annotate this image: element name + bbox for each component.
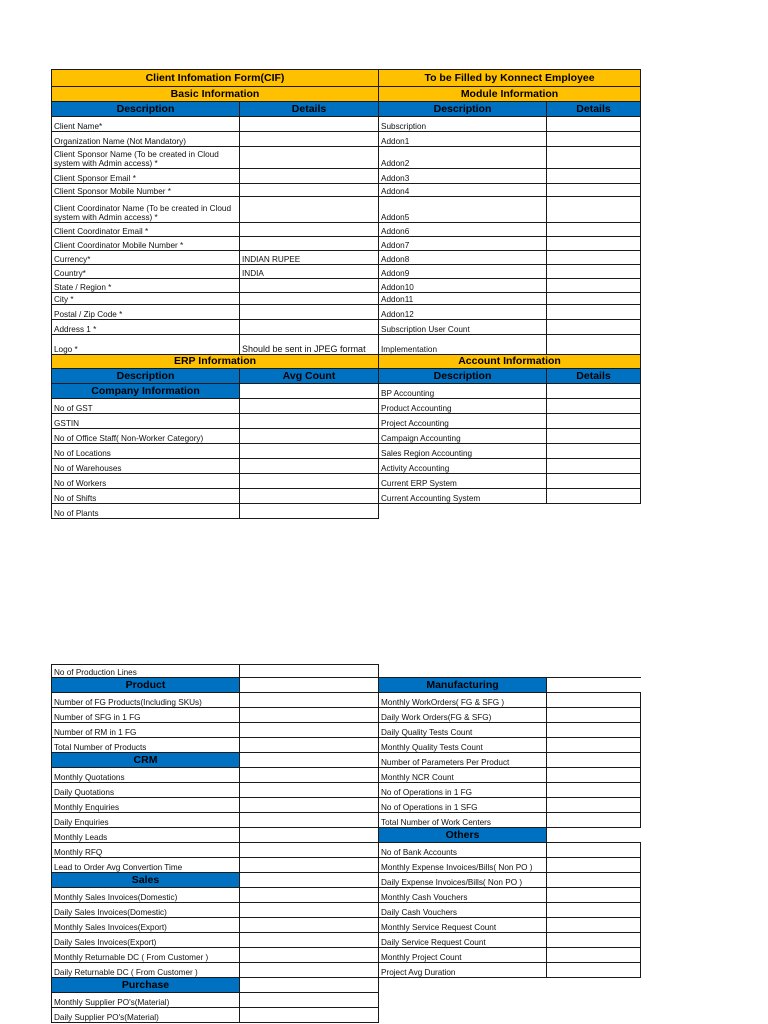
- purchase-field-label: Daily Supplier PO's(Material): [52, 1008, 240, 1023]
- crm-field-label: Lead to Order Avg Convertion Time: [52, 858, 240, 873]
- product-field-label: Number of SFG in 1 FG: [52, 708, 240, 723]
- sales-field-label: Daily Returnable DC ( From Customer ): [52, 963, 240, 978]
- module-field-label: Addon10: [379, 279, 547, 293]
- count-value-cell[interactable]: [240, 963, 379, 978]
- basic-field-value[interactable]: [240, 305, 379, 320]
- manufacturing-field-label: Number of Parameters Per Product: [379, 753, 547, 768]
- count-value-cell[interactable]: [240, 813, 379, 828]
- table-row: [52, 843, 641, 858]
- basic-field-label: Organization Name (Not Mandatory): [52, 132, 240, 147]
- count-value-cell[interactable]: [240, 768, 379, 783]
- module-field-label: Addon11: [379, 293, 547, 305]
- basic-information-header: Basic Information: [52, 87, 379, 102]
- basic-field-value[interactable]: [240, 279, 379, 293]
- module-field-label: Implementation: [379, 335, 547, 355]
- table-row: [52, 369, 641, 384]
- table-row: [52, 251, 641, 265]
- others-field-label: Monthly Cash Vouchers: [379, 888, 547, 903]
- company-field-label: No of Warehouses: [52, 459, 240, 474]
- basic-field-label: Country*: [52, 265, 240, 279]
- empty-cell: [547, 1008, 641, 1023]
- sales-field-label: Monthly Returnable DC ( From Customer ): [52, 948, 240, 963]
- account-description-header: Description: [379, 369, 547, 384]
- account-field-label: Campaign Accounting: [379, 429, 547, 444]
- count-value-cell[interactable]: [240, 993, 379, 1008]
- table-row: [52, 237, 641, 251]
- crm-field-label: Daily Quotations: [52, 783, 240, 798]
- module-field-value[interactable]: [547, 265, 641, 279]
- manufacturing-field-label: Monthly WorkOrders( FG & SFG ): [379, 693, 547, 708]
- erp-description-header: Description: [52, 369, 240, 384]
- module-field-value[interactable]: [547, 251, 641, 265]
- module-field-label: Addon4: [379, 184, 547, 197]
- section-value-cell[interactable]: [240, 753, 379, 768]
- empty-cell: [547, 504, 641, 519]
- table-row: [52, 753, 641, 768]
- purchase-field-label: Monthly Supplier PO's(Material): [52, 993, 240, 1008]
- basic-field-value[interactable]: [240, 147, 379, 169]
- table-row: [52, 414, 641, 429]
- operations-volume-table: [51, 664, 641, 1023]
- count-value-cell[interactable]: [240, 858, 379, 873]
- count-value-cell[interactable]: [240, 888, 379, 903]
- table-row: [52, 504, 641, 519]
- account-field-value[interactable]: [547, 444, 641, 459]
- module-field-label: Addon12: [379, 305, 547, 320]
- table-row: [52, 963, 641, 978]
- company-field-value[interactable]: [240, 429, 379, 444]
- table-row: [52, 993, 641, 1008]
- company-field-value[interactable]: [240, 474, 379, 489]
- basic-field-value[interactable]: [240, 169, 379, 184]
- table-row: [52, 444, 641, 459]
- sales-field-label: Daily Sales Invoices(Domestic): [52, 903, 240, 918]
- section-value-cell[interactable]: [547, 678, 641, 693]
- module-field-label: Addon9: [379, 265, 547, 279]
- count-value-cell[interactable]: [547, 723, 641, 738]
- table-row: [52, 873, 641, 888]
- count-value-cell[interactable]: [240, 843, 379, 858]
- others-field-label: Daily Expense Invoices/Bills( Non PO ): [379, 873, 547, 888]
- basic-field-label: Currency*: [52, 251, 240, 265]
- table-row: [52, 265, 641, 279]
- table-row: [52, 384, 641, 399]
- company-field-label: No of Plants: [52, 504, 240, 519]
- module-field-label: Addon6: [379, 223, 547, 237]
- count-value-cell[interactable]: [240, 738, 379, 753]
- empty-cell: [379, 993, 547, 1008]
- table-row: [52, 783, 641, 798]
- count-value-cell[interactable]: [240, 783, 379, 798]
- account-field-value[interactable]: [547, 384, 641, 399]
- table-row: [52, 708, 641, 723]
- company-field-label: No of GST: [52, 399, 240, 414]
- count-value-cell[interactable]: [240, 665, 379, 678]
- basic-field-value[interactable]: [240, 117, 379, 132]
- company-field-label: GSTIN: [52, 414, 240, 429]
- table-row: [52, 858, 641, 873]
- manufacturing-section-header: Manufacturing: [379, 678, 547, 693]
- count-value-cell[interactable]: [240, 1008, 379, 1023]
- table-row: [52, 723, 641, 738]
- basic-field-label: Client Coordinator Email *: [52, 223, 240, 237]
- module-field-value[interactable]: [547, 320, 641, 335]
- basic-field-value[interactable]: [240, 197, 379, 223]
- company-field-label: No of Shifts: [52, 489, 240, 504]
- module-field-value[interactable]: [547, 237, 641, 251]
- count-value-cell[interactable]: [240, 723, 379, 738]
- module-field-value[interactable]: [547, 305, 641, 320]
- others-section-header: Others: [379, 828, 547, 843]
- form-title: Client Infomation Form(CIF): [52, 70, 379, 87]
- module-field-label: Addon1: [379, 132, 547, 147]
- basic-description-header: Description: [52, 102, 240, 117]
- table-row: [52, 978, 641, 993]
- sales-field-label: Monthly Sales Invoices(Domestic): [52, 888, 240, 903]
- company-field-value[interactable]: [240, 414, 379, 429]
- table-row: [52, 933, 641, 948]
- basic-field-label: Client Sponsor Mobile Number *: [52, 184, 240, 197]
- module-field-value[interactable]: [547, 293, 641, 305]
- crm-field-label: Monthly Leads: [52, 828, 240, 843]
- module-details-header: Details: [547, 102, 641, 117]
- basic-field-value[interactable]: [240, 132, 379, 147]
- table-row: [52, 693, 641, 708]
- others-field-label: Monthly Service Request Count: [379, 918, 547, 933]
- empty-cell: [379, 1008, 547, 1023]
- manufacturing-field-label: Monthly NCR Count: [379, 768, 547, 783]
- company-field-value[interactable]: [240, 489, 379, 504]
- module-field-value[interactable]: [547, 279, 641, 293]
- table-row: [52, 335, 641, 355]
- module-field-value[interactable]: [547, 223, 641, 237]
- module-field-value[interactable]: [547, 184, 641, 197]
- table-row: [52, 888, 641, 903]
- account-field-value[interactable]: [547, 414, 641, 429]
- product-field-label: Number of RM in 1 FG: [52, 723, 240, 738]
- count-value-cell[interactable]: [547, 948, 641, 963]
- basic-field-value[interactable]: INDIAN RUPEE: [240, 251, 379, 265]
- count-value-cell[interactable]: [547, 753, 641, 768]
- count-value-cell[interactable]: [547, 768, 641, 783]
- client-information-table: [51, 69, 641, 519]
- account-field-label: Current ERP System: [379, 474, 547, 489]
- count-value-cell[interactable]: [240, 903, 379, 918]
- module-field-label: Subscription: [379, 117, 547, 132]
- manufacturing-field-label: No of Operations in 1 SFG: [379, 798, 547, 813]
- basic-field-label: Client Coordinator Mobile Number *: [52, 237, 240, 251]
- section-value-cell[interactable]: [240, 678, 379, 693]
- table-row: [52, 798, 641, 813]
- basic-field-label: Client Coordinator Name (To be created in Cloud system with Admin access) *: [52, 197, 240, 223]
- others-field-label: Daily Service Request Count: [379, 933, 547, 948]
- count-value-cell[interactable]: [547, 873, 641, 888]
- sales-field-label: Monthly Sales Invoices(Export): [52, 918, 240, 933]
- crm-field-label: Monthly RFQ: [52, 843, 240, 858]
- table-row: [52, 738, 641, 753]
- module-field-label: Addon2: [379, 147, 547, 169]
- account-field-label: BP Accounting: [379, 384, 547, 399]
- manufacturing-field-label: Daily Quality Tests Count: [379, 723, 547, 738]
- basic-field-value[interactable]: INDIA: [240, 265, 379, 279]
- company-count-cell[interactable]: [240, 384, 379, 399]
- table-row: [52, 355, 641, 369]
- module-information-header: Module Information: [379, 87, 641, 102]
- account-field-value[interactable]: [547, 474, 641, 489]
- table-row: [52, 305, 641, 320]
- manufacturing-field-label: Monthly Quality Tests Count: [379, 738, 547, 753]
- manufacturing-field-label: Daily Work Orders(FG & SFG): [379, 708, 547, 723]
- module-field-label: Addon7: [379, 237, 547, 251]
- table-row: [52, 429, 641, 444]
- count-value-cell[interactable]: [547, 858, 641, 873]
- basic-field-value[interactable]: [240, 293, 379, 305]
- konnect-employee-title: To be Filled by Konnect Employee: [379, 70, 641, 87]
- table-row: [52, 117, 641, 132]
- account-field-label: Sales Region Accounting: [379, 444, 547, 459]
- table-row: [52, 768, 641, 783]
- basic-field-value[interactable]: Should be sent in JPEG format: [240, 335, 379, 355]
- count-value-cell[interactable]: [547, 933, 641, 948]
- table-row: [52, 279, 641, 293]
- section-value-cell[interactable]: [240, 978, 379, 993]
- count-value-cell[interactable]: [240, 828, 379, 843]
- count-value-cell[interactable]: [547, 693, 641, 708]
- count-value-cell[interactable]: [547, 813, 641, 828]
- count-value-cell[interactable]: [547, 798, 641, 813]
- table-row: [52, 918, 641, 933]
- module-description-header: Description: [379, 102, 547, 117]
- account-field-label: Current Accounting System: [379, 489, 547, 504]
- company-field-label: No of Workers: [52, 474, 240, 489]
- table-row: [52, 948, 641, 963]
- company-field-label: No of Office Staff( Non-Worker Category): [52, 429, 240, 444]
- table-row: [52, 293, 641, 305]
- crm-field-label: Monthly Quotations: [52, 768, 240, 783]
- table-row: [52, 489, 641, 504]
- module-field-value[interactable]: [547, 147, 641, 169]
- table-row: [52, 223, 641, 237]
- basic-field-label: State / Region *: [52, 279, 240, 293]
- manufacturing-field-label: No of Operations in 1 FG: [379, 783, 547, 798]
- others-field-label: Project Avg Duration: [379, 963, 547, 978]
- module-field-label: Addon8: [379, 251, 547, 265]
- account-field-label: Project Accounting: [379, 414, 547, 429]
- section-value-cell[interactable]: [547, 828, 641, 843]
- crm-field-label: Daily Enquiries: [52, 813, 240, 828]
- count-value-cell[interactable]: [547, 903, 641, 918]
- account-details-header: Details: [547, 369, 641, 384]
- erp-avg-count-header: Avg Count: [240, 369, 379, 384]
- module-field-label: Addon5: [379, 197, 547, 223]
- crm-field-label: Monthly Enquiries: [52, 798, 240, 813]
- table-row: [52, 474, 641, 489]
- basic-details-header: Details: [240, 102, 379, 117]
- count-value-cell[interactable]: [240, 693, 379, 708]
- basic-field-label: Client Sponsor Name (To be created in Cloud system with Admin access) *: [52, 147, 240, 169]
- table-row: [52, 1008, 641, 1023]
- empty-cell: [547, 978, 641, 993]
- table-row: [52, 197, 641, 223]
- company-field-value[interactable]: [240, 399, 379, 414]
- table-row: [52, 132, 641, 147]
- account-field-value[interactable]: [547, 429, 641, 444]
- table-row: [52, 184, 641, 197]
- count-value-cell[interactable]: [240, 948, 379, 963]
- sales-section-header: Sales: [52, 873, 240, 888]
- basic-field-label: Client Sponsor Email *: [52, 169, 240, 184]
- product-field-label: Total Number of Products: [52, 738, 240, 753]
- basic-field-label: Address 1 *: [52, 320, 240, 335]
- table-row: [52, 320, 641, 335]
- basic-field-label: City *: [52, 293, 240, 305]
- module-field-label: Addon3: [379, 169, 547, 184]
- company-field-value[interactable]: [240, 444, 379, 459]
- company-field-value[interactable]: [240, 459, 379, 474]
- account-field-value[interactable]: [547, 489, 641, 504]
- table-row: [52, 399, 641, 414]
- company-information-header: Company Information: [52, 384, 240, 399]
- product-section-header: Product: [52, 678, 240, 693]
- account-information-header: Account Information: [379, 355, 641, 369]
- erp-information-header: ERP Information: [52, 355, 379, 369]
- production-lines-label: No of Production Lines: [52, 665, 240, 678]
- account-field-value[interactable]: [547, 399, 641, 414]
- others-field-label: Monthly Expense Invoices/Bills( Non PO ): [379, 858, 547, 873]
- crm-section-header: CRM: [52, 753, 240, 768]
- count-value-cell[interactable]: [547, 738, 641, 753]
- count-value-cell[interactable]: [240, 918, 379, 933]
- others-field-label: Monthly Project Count: [379, 948, 547, 963]
- empty-cell: [547, 665, 641, 678]
- basic-field-label: Client Name*: [52, 117, 240, 132]
- basic-field-value[interactable]: [240, 320, 379, 335]
- module-field-value[interactable]: [547, 117, 641, 132]
- table-row: [52, 169, 641, 184]
- count-value-cell[interactable]: [547, 888, 641, 903]
- account-field-label: Product Accounting: [379, 399, 547, 414]
- count-value-cell[interactable]: [547, 783, 641, 798]
- module-field-value[interactable]: [547, 169, 641, 184]
- section-value-cell[interactable]: [240, 873, 379, 888]
- table-row: [52, 813, 641, 828]
- table-row: [52, 828, 641, 843]
- module-field-value[interactable]: [547, 132, 641, 147]
- basic-field-label: Logo *: [52, 335, 240, 355]
- basic-field-value[interactable]: [240, 237, 379, 251]
- count-value-cell[interactable]: [240, 708, 379, 723]
- count-value-cell[interactable]: [240, 933, 379, 948]
- account-field-label: Activity Accounting: [379, 459, 547, 474]
- company-field-value[interactable]: [240, 504, 379, 519]
- table-row: [52, 459, 641, 474]
- empty-cell: [379, 978, 547, 993]
- empty-cell: [547, 993, 641, 1008]
- purchase-section-header: Purchase: [52, 978, 240, 993]
- others-field-label: No of Bank Accounts: [379, 843, 547, 858]
- company-field-label: No of Locations: [52, 444, 240, 459]
- table-row: [52, 665, 641, 678]
- table-row: [52, 678, 641, 693]
- empty-cell: [379, 504, 547, 519]
- module-field-value[interactable]: [547, 335, 641, 355]
- product-field-label: Number of FG Products(Including SKUs): [52, 693, 240, 708]
- module-field-value[interactable]: [547, 197, 641, 223]
- manufacturing-field-label: Total Number of Work Centers: [379, 813, 547, 828]
- count-value-cell[interactable]: [547, 708, 641, 723]
- basic-field-value[interactable]: [240, 223, 379, 237]
- module-field-label: Subscription User Count: [379, 320, 547, 335]
- count-value-cell[interactable]: [547, 918, 641, 933]
- count-value-cell[interactable]: [240, 798, 379, 813]
- sales-field-label: Daily Sales Invoices(Export): [52, 933, 240, 948]
- empty-cell: [379, 665, 547, 678]
- count-value-cell[interactable]: [547, 843, 641, 858]
- table-row: [52, 903, 641, 918]
- account-field-value[interactable]: [547, 459, 641, 474]
- table-row: [52, 147, 641, 169]
- basic-field-label: Postal / Zip Code *: [52, 305, 240, 320]
- basic-field-value[interactable]: [240, 184, 379, 197]
- count-value-cell[interactable]: [547, 963, 641, 978]
- others-field-label: Daily Cash Vouchers: [379, 903, 547, 918]
